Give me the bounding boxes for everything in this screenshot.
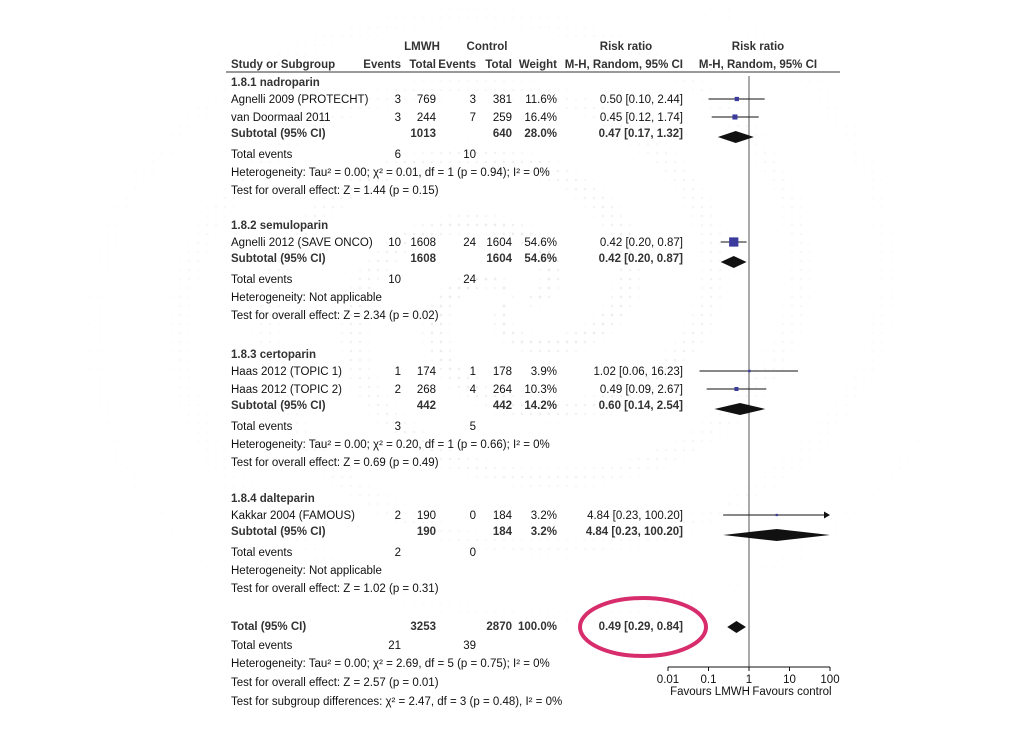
study-ci: 0.49 [0.09, 2.67] xyxy=(599,384,683,396)
subtotal-ci: 0.42 [0.20, 0.87] xyxy=(598,253,683,265)
study-events-control: 3 xyxy=(469,94,476,106)
study-weight: 3.2% xyxy=(530,510,557,522)
heterogeneity-text: Heterogeneity: Tau² = 0.00; χ² = 2.69, df = 5 (p = 0.75); I² = 0% xyxy=(231,658,550,670)
study-ci-line-arrow xyxy=(824,512,830,519)
study-total-control: 381 xyxy=(492,94,512,106)
study-events-lmwh: 3 xyxy=(394,94,401,106)
subgroup-title: 1.8.2 semuloparin xyxy=(231,220,329,232)
subtotal-total-lmwh: 442 xyxy=(416,400,436,412)
overall-effect-text: Test for overall effect: Z = 0.69 (p = 0.49) xyxy=(231,457,439,469)
total-events-label: Total events xyxy=(231,274,293,286)
study-total-lmwh: 268 xyxy=(416,384,436,396)
heterogeneity-text: Heterogeneity: Tau² = 0.00; χ² = 0.01, df = 1 (p = 0.94); I² = 0% xyxy=(231,167,550,179)
study-events-lmwh: 2 xyxy=(394,510,401,522)
subtotal-weight: 28.0% xyxy=(524,128,557,140)
subtotal-total-lmwh: 190 xyxy=(416,526,436,538)
subtotal-label: Subtotal (95% CI) xyxy=(231,400,326,412)
study-total-control: 264 xyxy=(492,384,512,396)
header-method: M-H, Random, 95% CI xyxy=(564,59,683,71)
header-plot-method: M-H, Random, 95% CI xyxy=(698,59,818,71)
heterogeneity-text: Heterogeneity: Tau² = 0.00; χ² = 0.20, df = 1 (p = 0.66); I² = 0% xyxy=(231,439,550,451)
subtotal-ci: 0.47 [0.17, 1.32] xyxy=(598,128,683,140)
subtotal-weight: 3.2% xyxy=(530,526,557,538)
x-axis-tick-label: 100 xyxy=(820,674,840,686)
total-total-lmwh: 3253 xyxy=(410,621,436,633)
subtotal-total-control: 640 xyxy=(492,128,512,140)
subtotal-diamond xyxy=(714,403,765,415)
header-weight: Weight xyxy=(518,59,557,71)
study-weight: 54.6% xyxy=(524,237,557,249)
x-axis-tick-label: 1 xyxy=(745,674,753,686)
header-study: Study or Subgroup xyxy=(231,59,336,71)
study-ci: 0.50 [0.10, 2.44] xyxy=(599,94,683,106)
study-total-lmwh: 1608 xyxy=(410,237,436,249)
header-plot-risk-ratio: Risk ratio xyxy=(731,41,785,53)
total-events-label: Total events xyxy=(231,547,293,559)
subtotal-total-control: 1604 xyxy=(486,253,512,265)
study-total-lmwh: 244 xyxy=(416,112,436,124)
total-weight: 100.0% xyxy=(517,621,557,633)
study-total-control: 178 xyxy=(492,366,512,378)
subtotal-total-lmwh: 1013 xyxy=(410,128,436,140)
study-events-control: 4 xyxy=(469,384,476,396)
study-marker xyxy=(734,387,738,391)
study-name: Agnelli 2009 (PROTECHT) xyxy=(231,94,369,106)
total-events-lmwh: 3 xyxy=(394,421,401,433)
total-events-control: 5 xyxy=(469,421,476,433)
study-marker xyxy=(776,514,778,516)
overall-effect-text: Test for overall effect: Z = 1.02 (p = 0.31) xyxy=(231,583,439,595)
study-events-control: 7 xyxy=(469,112,476,124)
study-marker xyxy=(748,370,750,372)
subgroup-title: 1.8.3 certoparin xyxy=(231,349,317,361)
subtotal-label: Subtotal (95% CI) xyxy=(231,526,326,538)
total-events-control: 10 xyxy=(463,149,476,161)
study-ci: 0.45 [0.12, 1.74] xyxy=(599,112,683,124)
total-events-lmwh: 10 xyxy=(388,274,401,286)
total-events-label: Total events xyxy=(231,640,293,652)
study-total-lmwh: 769 xyxy=(416,94,436,106)
favours-right-label: Favours control xyxy=(752,686,832,698)
favours-left-label: Favours LMWH xyxy=(670,686,750,698)
header-group-lmwh: LMWH xyxy=(404,41,440,53)
total-ci: 0.49 [0.29, 0.84] xyxy=(598,621,683,633)
study-name: Kakkar 2004 (FAMOUS) xyxy=(231,510,355,522)
subtotal-weight: 54.6% xyxy=(524,253,557,265)
study-weight: 3.9% xyxy=(530,366,557,378)
total-events-lmwh: 2 xyxy=(394,547,401,559)
study-weight: 10.3% xyxy=(524,384,557,396)
study-events-lmwh: 1 xyxy=(394,366,401,378)
header-total-lmwh: Total xyxy=(409,59,436,71)
study-events-lmwh: 2 xyxy=(394,384,401,396)
overall-effect-text: Test for overall effect: Z = 1.44 (p = 0.15) xyxy=(231,185,439,197)
heterogeneity-text: Heterogeneity: Not applicable xyxy=(231,565,382,577)
study-ci: 1.02 [0.06, 16.23] xyxy=(593,366,683,378)
x-axis-tick-label: 0.1 xyxy=(700,674,717,686)
study-events-lmwh: 10 xyxy=(388,237,401,249)
total-events-control: 0 xyxy=(469,547,476,559)
total-diamond xyxy=(727,621,746,633)
total-events-lmwh: 6 xyxy=(394,149,401,161)
study-total-control: 1604 xyxy=(486,237,512,249)
header-events-lmwh: Events xyxy=(363,59,401,71)
study-total-control: 259 xyxy=(492,112,512,124)
study-total-lmwh: 190 xyxy=(416,510,436,522)
header-group-control: Control xyxy=(466,41,508,53)
study-weight: 16.4% xyxy=(524,112,557,124)
study-name: Haas 2012 (TOPIC 1) xyxy=(231,366,343,378)
subtotal-ci: 4.84 [0.23, 100.20] xyxy=(585,526,683,538)
total-events-control: 24 xyxy=(463,274,476,286)
study-events-control: 24 xyxy=(463,237,476,249)
study-name: Agnelli 2012 (SAVE ONCO) xyxy=(231,237,373,249)
total-events-label: Total events xyxy=(231,421,293,433)
study-events-lmwh: 3 xyxy=(394,112,401,124)
study-marker xyxy=(732,114,737,119)
study-events-control: 0 xyxy=(469,510,476,522)
x-axis-tick-label: 10 xyxy=(783,674,796,686)
study-name: Haas 2012 (TOPIC 2) xyxy=(231,384,343,396)
study-total-lmwh: 174 xyxy=(416,366,436,378)
subtotal-weight: 14.2% xyxy=(524,400,557,412)
study-total-control: 184 xyxy=(492,510,512,522)
study-weight: 11.6% xyxy=(525,94,557,106)
header-risk-ratio: Risk ratio xyxy=(599,41,653,53)
overall-effect-text: Test for overall effect: Z = 2.57 (p = 0.01) xyxy=(231,677,439,689)
overall-effect-text: Test for overall effect: Z = 2.34 (p = 0.02) xyxy=(231,310,439,322)
x-axis-tick-label: 0.01 xyxy=(656,674,680,686)
total-events-control: 39 xyxy=(463,640,476,652)
subtotal-ci: 0.60 [0.14, 2.54] xyxy=(598,400,683,412)
subtotal-diamond xyxy=(718,131,754,143)
total-label: Total (95% CI) xyxy=(231,621,307,633)
study-marker xyxy=(729,237,738,246)
subgroup-differences-text: Test for subgroup differences: χ² = 2.47, df = 3 (p = 0.48), I² = 0% xyxy=(231,696,563,708)
total-events-lmwh: 21 xyxy=(388,640,401,652)
subtotal-label: Subtotal (95% CI) xyxy=(231,253,326,265)
study-marker xyxy=(735,97,739,101)
subgroup-title: 1.8.4 dalteparin xyxy=(231,493,315,505)
study-ci: 4.84 [0.23, 100.20] xyxy=(587,510,683,522)
header-events-control: Events xyxy=(438,59,476,71)
subgroup-title: 1.8.1 nadroparin xyxy=(231,77,320,89)
study-events-control: 1 xyxy=(469,366,476,378)
subtotal-label: Subtotal (95% CI) xyxy=(231,128,326,140)
study-name: van Doormaal 2011 xyxy=(231,112,331,124)
subtotal-total-lmwh: 1608 xyxy=(410,253,436,265)
total-total-control: 2870 xyxy=(486,621,512,633)
subtotal-diamond xyxy=(723,529,830,541)
heterogeneity-text: Heterogeneity: Not applicable xyxy=(231,292,382,304)
total-events-label: Total events xyxy=(231,149,293,161)
subtotal-diamond xyxy=(721,256,747,268)
study-ci: 0.42 [0.20, 0.87] xyxy=(599,237,683,249)
subtotal-total-control: 184 xyxy=(492,526,512,538)
header-total-control: Total xyxy=(485,59,512,71)
subtotal-total-control: 442 xyxy=(492,400,512,412)
